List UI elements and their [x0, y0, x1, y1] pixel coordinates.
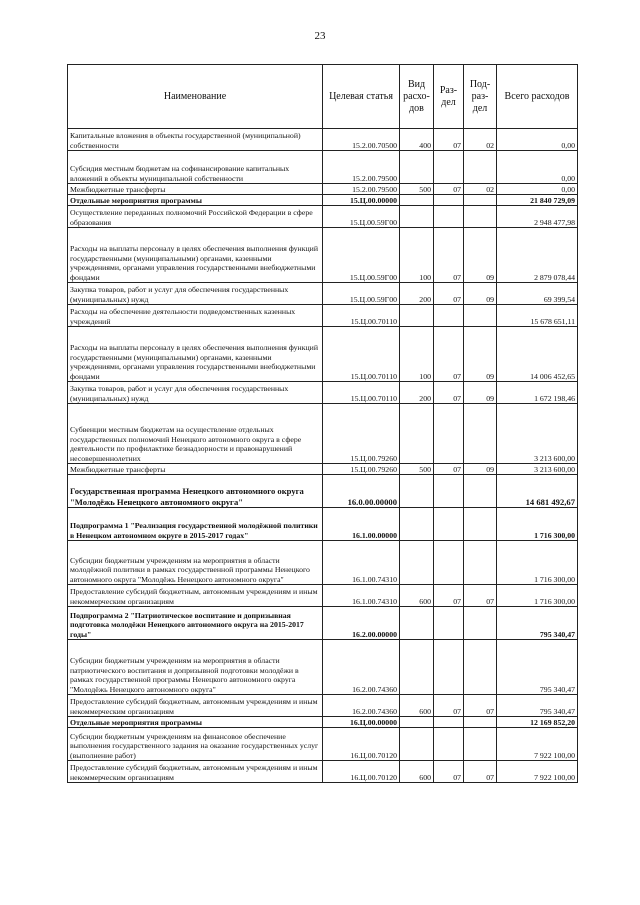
row-subsection [464, 717, 497, 728]
row-subsection: 02 [464, 129, 497, 151]
row-amount: 69 399,54 [497, 283, 578, 305]
table-row [68, 607, 578, 640]
table-row [68, 228, 578, 283]
row-amount: 1 672 198,46 [497, 382, 578, 404]
row-subsection [464, 206, 497, 228]
table-row [68, 382, 578, 404]
row-subsection [464, 404, 497, 464]
row-expense-type [400, 305, 434, 327]
row-amount: 1 716 300,00 [497, 585, 578, 607]
row-amount: 15 678 651,11 [497, 305, 578, 327]
table-row [68, 305, 578, 327]
row-amount: 0,00 [497, 184, 578, 195]
row-section [434, 195, 464, 206]
row-name: Субсидии бюджетным учреждениям на мероприятия в области патриотического воспитания и допризывной подготовки молодёжи в рамках государственной программы Ненецкого автономного округа "Молодёжь Ненецкого автономного округа" [68, 640, 323, 695]
row-section [434, 305, 464, 327]
row-expense-type [400, 640, 434, 695]
row-expense-type [400, 541, 434, 585]
budget-table [67, 64, 578, 783]
row-section: 07 [434, 761, 464, 783]
row-amount: 2 879 078,44 [497, 228, 578, 283]
row-subsection: 09 [464, 382, 497, 404]
row-target-code: 16.1.00.74310 [323, 541, 400, 585]
row-target-code: 15.2.00.79500 [323, 151, 400, 184]
row-target-code: 16.Ц.00.00000 [323, 717, 400, 728]
row-name: Субсидия местным бюджетам на софинансирование капитальных вложений в объекты муниципальной собственности [68, 151, 323, 184]
header-expense-type: Вид расхо-дов [400, 65, 434, 129]
row-subsection: 09 [464, 228, 497, 283]
header-section: Раз-дел [434, 65, 464, 129]
table-row [68, 283, 578, 305]
row-name: Расходы на обеспечение деятельности подведомственных казенных учреждений [68, 305, 323, 327]
row-expense-type: 200 [400, 283, 434, 305]
row-target-code: 15.Ц.00.70110 [323, 327, 400, 382]
row-amount: 795 340,47 [497, 695, 578, 717]
row-name: Отдельные мероприятия программы [68, 195, 323, 206]
row-name: Предоставление субсидий бюджетным, автономным учреждениям и иным некоммерческим организациям [68, 761, 323, 783]
row-subsection: 02 [464, 184, 497, 195]
row-subsection: 09 [464, 464, 497, 475]
row-expense-type: 100 [400, 228, 434, 283]
row-subsection: 07 [464, 695, 497, 717]
row-subsection [464, 305, 497, 327]
row-subsection [464, 728, 497, 761]
row-subsection: 09 [464, 327, 497, 382]
row-name: Закупка товаров, работ и услуг для обеспечения государственных (муниципальных) нужд [68, 283, 323, 305]
row-section [434, 541, 464, 585]
row-amount: 14 006 452,65 [497, 327, 578, 382]
row-name: Расходы на выплаты персоналу в целях обеспечения выполнения функций государственными (муниципальными) органами, казенными учреждениями, органами управления государственными внебюджетными фондами [68, 228, 323, 283]
row-section: 07 [434, 695, 464, 717]
row-target-code: 16.2.00.00000 [323, 607, 400, 640]
row-section: 07 [434, 184, 464, 195]
row-target-code: 15.Ц.00.59Г00 [323, 283, 400, 305]
row-amount: 7 922 100,00 [497, 761, 578, 783]
row-expense-type [400, 607, 434, 640]
row-expense-type: 500 [400, 464, 434, 475]
row-name: Осуществление переданных полномочий Российской Федерации в сфере образования [68, 206, 323, 228]
row-target-code: 15.Ц.00.59Г00 [323, 206, 400, 228]
row-expense-type: 600 [400, 761, 434, 783]
row-name: Государственная программа Ненецкого автономного округа "Молодёжь Ненецкого автономного округа" [68, 475, 323, 508]
row-amount: 7 922 100,00 [497, 728, 578, 761]
row-section: 07 [434, 228, 464, 283]
row-section: 07 [434, 585, 464, 607]
row-target-code: 15.Ц.00.79260 [323, 404, 400, 464]
row-expense-type: 200 [400, 382, 434, 404]
row-amount: 1 716 300,00 [497, 508, 578, 541]
row-subsection [464, 475, 497, 508]
row-target-code: 16.Ц.00.70120 [323, 761, 400, 783]
table-row [68, 585, 578, 607]
row-target-code: 16.2.00.74360 [323, 695, 400, 717]
table-row [68, 206, 578, 228]
row-subsection [464, 640, 497, 695]
table-row [68, 404, 578, 464]
row-amount: 795 340,47 [497, 607, 578, 640]
row-amount: 3 213 600,00 [497, 404, 578, 464]
row-target-code: 15.Ц.00.00000 [323, 195, 400, 206]
table-row [68, 129, 578, 151]
row-section [434, 728, 464, 761]
row-section [434, 640, 464, 695]
row-subsection [464, 195, 497, 206]
header-row [68, 65, 578, 129]
row-name: Подпрограмма 2 "Патриотическое воспитание и допризывная подготовка молодёжи Ненецкого автономного округа на 2015-2017 годы" [68, 607, 323, 640]
row-name: Предоставление субсидий бюджетным, автономным учреждениям и иным некоммерческим организациям [68, 695, 323, 717]
table-row [68, 761, 578, 783]
table-row [68, 464, 578, 475]
table-row [68, 151, 578, 184]
row-section [434, 607, 464, 640]
header-target: Целевая статья [323, 65, 400, 129]
header-name: Наименование [68, 65, 323, 129]
header-subsection: Под-раз-дел [464, 65, 497, 129]
row-name: Отдельные мероприятия программы [68, 717, 323, 728]
row-amount: 0,00 [497, 129, 578, 151]
table-row [68, 695, 578, 717]
row-subsection: 09 [464, 283, 497, 305]
row-subsection [464, 541, 497, 585]
header-total: Всего расходов [497, 65, 578, 129]
row-target-code: 16.2.00.74360 [323, 640, 400, 695]
row-expense-type [400, 475, 434, 508]
table-row [68, 184, 578, 195]
row-name: Субсидии бюджетным учреждениям на финансовое обеспечение выполнения государственного задания на оказание государственных услуг (выполнение работ) [68, 728, 323, 761]
row-target-code: 15.Ц.00.70110 [323, 382, 400, 404]
row-target-code: 15.2.00.79500 [323, 184, 400, 195]
row-expense-type [400, 717, 434, 728]
row-target-code: 15.2.00.70500 [323, 129, 400, 151]
row-expense-type [400, 508, 434, 541]
row-expense-type: 600 [400, 695, 434, 717]
row-expense-type: 600 [400, 585, 434, 607]
row-amount: 0,00 [497, 151, 578, 184]
row-section [434, 151, 464, 184]
row-expense-type: 400 [400, 129, 434, 151]
row-amount: 14 681 492,67 [497, 475, 578, 508]
table-row [68, 475, 578, 508]
table-row [68, 640, 578, 695]
row-section [434, 206, 464, 228]
row-expense-type [400, 195, 434, 206]
row-amount: 1 716 300,00 [497, 541, 578, 585]
row-section [434, 475, 464, 508]
row-name: Подпрограмма 1 "Реализация государственной молодёжной политики в Ненецком автономном округе в 2015-2017 годах" [68, 508, 323, 541]
row-target-code: 16.1.00.74310 [323, 585, 400, 607]
row-expense-type: 100 [400, 327, 434, 382]
row-section: 07 [434, 464, 464, 475]
page-number: 23 [314, 30, 326, 42]
table-row [68, 717, 578, 728]
row-expense-type [400, 151, 434, 184]
row-subsection [464, 508, 497, 541]
row-subsection: 07 [464, 585, 497, 607]
row-name: Субсидии бюджетным учреждениям на мероприятия в области молодёжной политики в рамках государственной программы Ненецкого автономного округа "Молодёжь Ненецкого автономного округа" [68, 541, 323, 585]
row-amount: 2 948 477,98 [497, 206, 578, 228]
row-section [434, 508, 464, 541]
row-name: Предоставление субсидий бюджетным, автономным учреждениям и иным некоммерческим организациям [68, 585, 323, 607]
row-name: Межбюджетные трансферты [68, 184, 323, 195]
row-amount: 795 340,47 [497, 640, 578, 695]
row-expense-type [400, 404, 434, 464]
row-name: Межбюджетные трансферты [68, 464, 323, 475]
table-row [68, 541, 578, 585]
row-subsection: 07 [464, 761, 497, 783]
row-section [434, 404, 464, 464]
row-section [434, 717, 464, 728]
row-target-code: 16.Ц.00.70120 [323, 728, 400, 761]
row-target-code: 16.0.00.00000 [323, 475, 400, 508]
table-row [68, 195, 578, 206]
row-name: Закупка товаров, работ и услуг для обеспечения государственных (муниципальных) нужд [68, 382, 323, 404]
row-expense-type: 500 [400, 184, 434, 195]
row-amount: 12 169 852,20 [497, 717, 578, 728]
row-amount: 3 213 600,00 [497, 464, 578, 475]
row-name: Капитальные вложения в объекты государственной (муниципальной) собственности [68, 129, 323, 151]
row-section: 07 [434, 283, 464, 305]
row-target-code: 16.1.00.00000 [323, 508, 400, 541]
row-target-code: 15.Ц.00.70110 [323, 305, 400, 327]
row-amount: 21 840 729,09 [497, 195, 578, 206]
table-row [68, 508, 578, 541]
row-target-code: 15.Ц.00.59Г00 [323, 228, 400, 283]
row-subsection [464, 607, 497, 640]
table-row [68, 728, 578, 761]
row-expense-type [400, 206, 434, 228]
row-name: Расходы на выплаты персоналу в целях обеспечения выполнения функций государственными (муниципальными) органами, казенными учреждениями, органами управления государственными внебюджетными фондами [68, 327, 323, 382]
row-expense-type [400, 728, 434, 761]
row-name: Субвенции местным бюджетам на осуществление отдельных государственных полномочий Ненецкого автономного округа в сфере деятельности по профилактике безнадзорности и правонарушений несовершеннолетних [68, 404, 323, 464]
row-section: 07 [434, 129, 464, 151]
table-row [68, 327, 578, 382]
row-subsection [464, 151, 497, 184]
row-target-code: 15.Ц.00.79260 [323, 464, 400, 475]
row-section: 07 [434, 382, 464, 404]
row-section: 07 [434, 327, 464, 382]
